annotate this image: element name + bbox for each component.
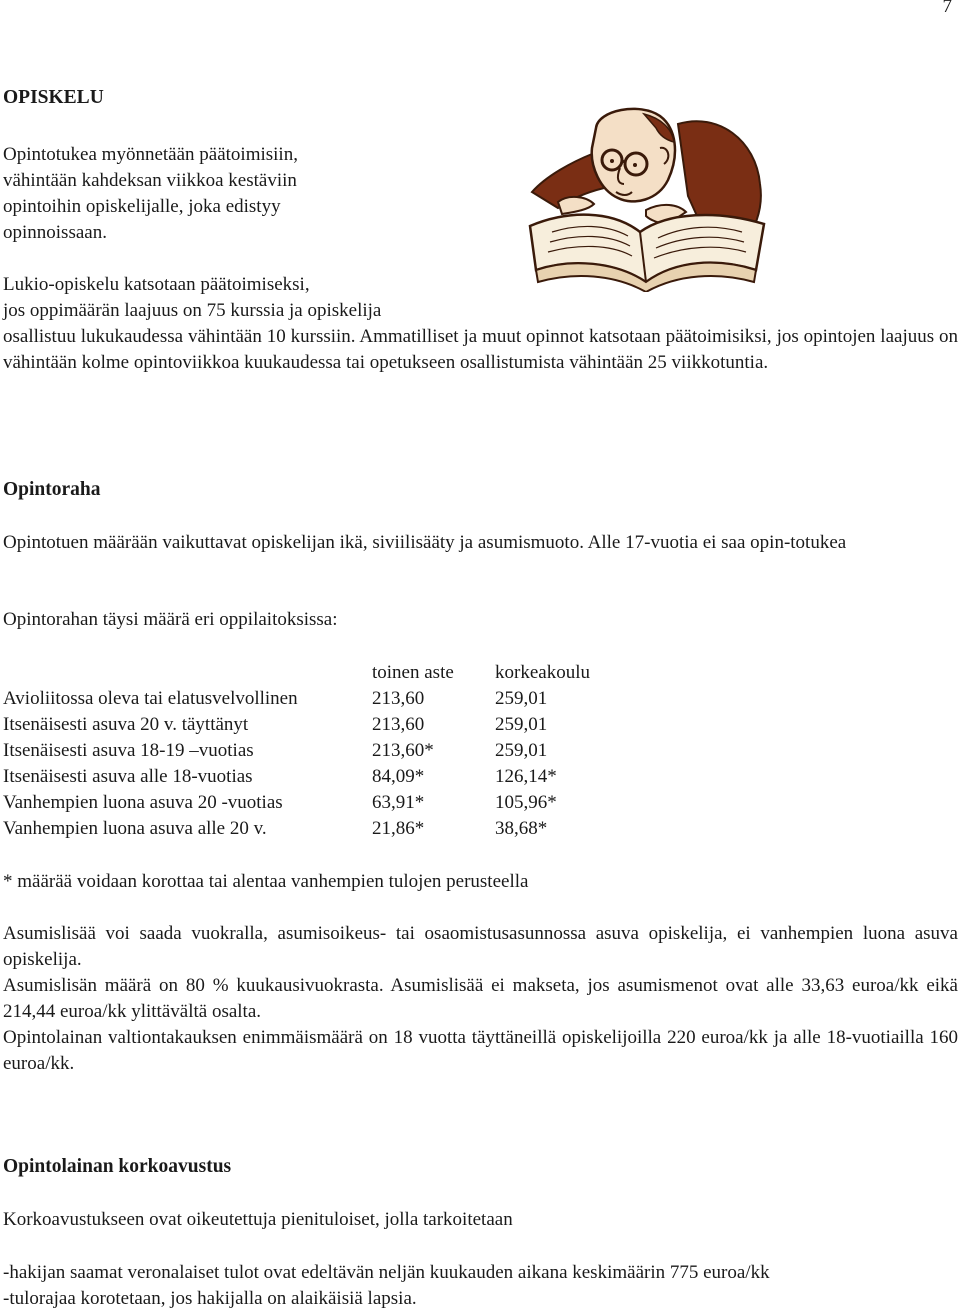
cell-value: 21,86* bbox=[372, 818, 425, 839]
condition-item: -hakijan saamat veronalaiset tulot ovat edeltävän neljän kuukauden aikana keskimäärin 775 euroa/kk bbox=[3, 1262, 770, 1283]
cell-value: 259,01 bbox=[495, 688, 548, 709]
fulltime-paragraph: osallistuu lukukaudessa vähintään 10 kurssiin. Ammatilliset ja muut opinnot katsotaan päätoimisiksi, jos opintojen laajuus on vähintään kolme opintoviikkoa kuukaudessa tai opetukseen osallistumista vähintään 25 viikkotuntia. bbox=[3, 326, 958, 373]
row-label: Vanhempien luona asuva alle 20 v. bbox=[3, 818, 267, 839]
table-intro: Opintorahan täysi määrä eri oppilaitoksissa: bbox=[3, 609, 338, 630]
reading-scholar-illustration bbox=[528, 106, 766, 292]
cell-value: 213,60 bbox=[372, 688, 425, 709]
row-label: Vanhempien luona asuva 20 -vuotias bbox=[3, 792, 283, 813]
table-footnote: * määrää voidaan korottaa tai alentaa vanhempien tulojen perusteella bbox=[3, 871, 529, 892]
cell-value: 126,14* bbox=[495, 766, 557, 787]
page-title: OPISKELU bbox=[3, 87, 104, 108]
cell-value: 63,91* bbox=[372, 792, 425, 813]
column-header: korkeakoulu bbox=[495, 662, 590, 683]
column-header: toinen aste bbox=[372, 662, 454, 683]
row-label: Itsenäisesti asuva alle 18-vuotias bbox=[3, 766, 253, 787]
cell-value: 259,01 bbox=[495, 714, 548, 735]
page-number: 7 bbox=[942, 0, 952, 17]
cell-value: 38,68* bbox=[495, 818, 548, 839]
cell-value: 259,01 bbox=[495, 740, 548, 761]
lukio-line: Lukio-opiskelu katsotaan päätoimiseksi, bbox=[3, 274, 310, 295]
korkoavustus-paragraph: Korkoavustukseen ovat oikeutettuja pienituloiset, jolla tarkoitetaan bbox=[3, 1209, 513, 1230]
cell-value: 213,60* bbox=[372, 740, 434, 761]
asumislisa-amount-paragraph: Asumislisän määrä on 80 % kuukausivuokrasta. Asumislisää ei makseta, jos asumismenot ovat alle 33,63 euroa/kk eikä 214,44 euroa/kk ylittävältä osalta. bbox=[3, 975, 958, 1022]
opintoraha-paragraph: Opintotuen määrään vaikuttavat opiskelijan ikä, siviilisääty ja asumismuoto. Alle 17-vuotia ei saa opin-totukea bbox=[3, 532, 847, 553]
section-heading-korkoavustus: Opintolainan korkoavustus bbox=[3, 1156, 232, 1177]
intro-line: Opintotukea myönnetään päätoimisiin, bbox=[3, 144, 298, 165]
condition-item: -tulorajaa korotetaan, jos hakijalla on alaikäisiä lapsia. bbox=[3, 1288, 417, 1309]
cell-value: 84,09* bbox=[372, 766, 425, 787]
intro-line: opintoihin opiskelijalle, joka edistyy bbox=[3, 196, 281, 217]
section-heading-opintoraha: Opintoraha bbox=[3, 479, 101, 500]
opintolaina-paragraph: Opintolainan valtiontakauksen enimmäismäärä on 18 vuotta täyttäneillä opiskelijoilla 220 euroa/kk ja alle 18-vuotiailla 160 euroa/kk. bbox=[3, 1027, 958, 1074]
intro-line: vähintään kahdeksan viikkoa kestäviin bbox=[3, 170, 297, 191]
intro-line: opinnoissaan. bbox=[3, 222, 107, 243]
asumislisa-paragraph: Asumislisää voi saada vuokralla, asumisoikeus- tai osaomistusasunnossa asuva opiskelija, ei vanhempien luona asuva opiskelija. bbox=[3, 923, 958, 970]
lukio-line: jos oppimäärän laajuus on 75 kurssia ja opiskelija bbox=[3, 300, 382, 321]
row-label: Avioliitossa oleva tai elatusvelvollinen bbox=[3, 688, 298, 709]
row-label: Itsenäisesti asuva 18-19 –vuotias bbox=[3, 740, 254, 761]
row-label: Itsenäisesti asuva 20 v. täyttänyt bbox=[3, 714, 249, 735]
cell-value: 105,96* bbox=[495, 792, 557, 813]
cell-value: 213,60 bbox=[372, 714, 425, 735]
